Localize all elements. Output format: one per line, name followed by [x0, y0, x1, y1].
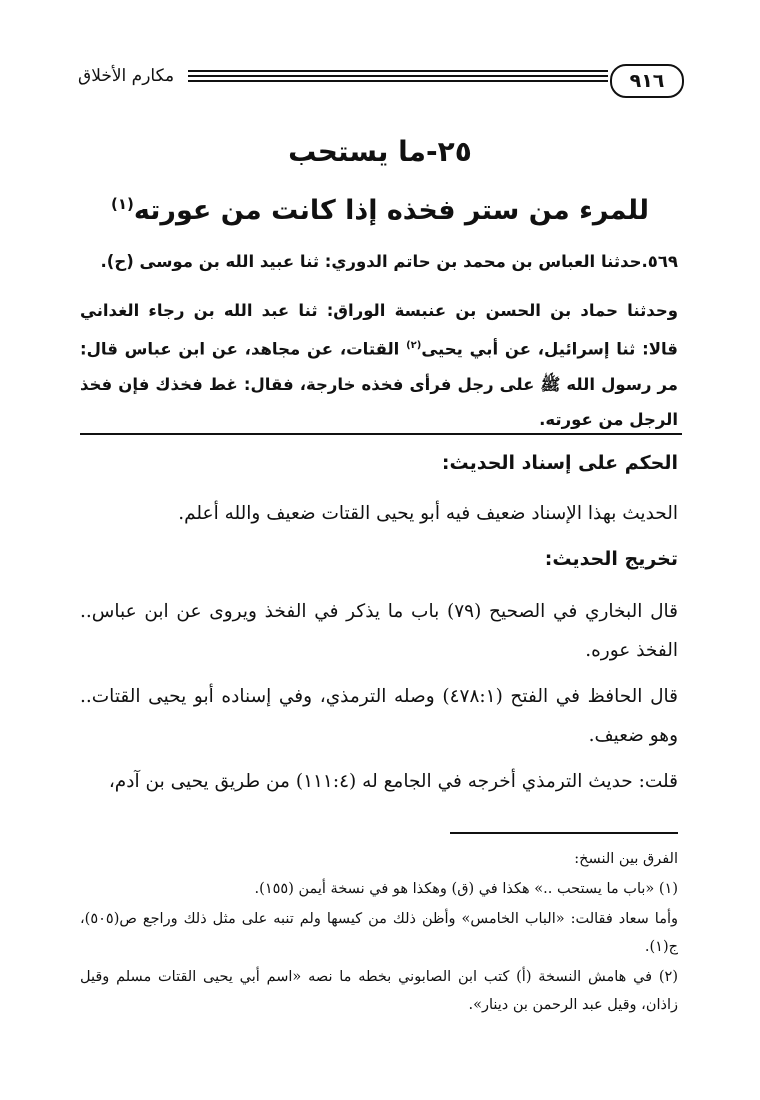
section-divider [80, 433, 682, 435]
header-rule [188, 70, 608, 88]
isnad-line: ٥٦٩.حدثنا العباس بن محمد بن حاتم الدوري: ثنا عبيد الله بن موسى (ح). [100, 252, 678, 271]
chapter-heading [80, 132, 680, 231]
takhrij-heading: تخريج الحديث: [544, 548, 678, 570]
hadith-block [80, 244, 678, 437]
ruling-text: الحديث بهذا الإسناد ضعيف فيه أبو يحيى القتات ضعيف والله أعلم. [178, 503, 678, 524]
takhrij-paragraph: قلت: حديث الترمذي أخرجه في الجامع له (١١١:٤) من طريق يحيى بن آدم، [108, 771, 678, 792]
page-header [78, 62, 678, 102]
chapter-title: ٢٥-ما يستحب [288, 135, 472, 168]
takhrij-paragraph: قال الحافظ في الفتح (٤٧٨:١) وصله الترمذي، وفي إسناده أبو يحيى القتات.. وهو ضعيف. [80, 686, 678, 746]
footnote: (١) «باب ما يستحب ..» هكذا في (ق) وهكذا هو في نسخة أيمن (١٥٥). [254, 881, 678, 897]
footnote: (٢) في هامش النسخة (أ) كتب ابن الصابوني بخطه ما نصه «اسم أبي يحيى القتات مسلم وقيل زاذان، وقيل عبد الرحمن بن دينار». [80, 969, 678, 1013]
footnote-rule [450, 832, 678, 834]
hadith-text: وحدثنا حماد بن الحسن بن عنبسة الوراق: ثنا عبد الله بن رجاء الغداني قالا: ثنا إسرائيل، عن أبي يحيى$^{(٢)}$ القتات، عن مجاهد، عن ابن عباس قال: مر رسول الله ﷺ على رجل فرأى فخذه خارجة، فقال: غط فخذك فإن فخذ الرجل من عورته. [80, 301, 678, 429]
book-title: مكارم الأخلاق [78, 66, 175, 86]
footnote-marker: (٢) [406, 340, 422, 351]
footnote-marker: (١) [111, 195, 134, 213]
footnotes [80, 845, 678, 1019]
takhrij-paragraph: قال البخاري في الصحيح (٧٩) باب ما يذكر في الفخذ ويروى عن ابن عباس.. الفخذ عوره. [80, 601, 679, 661]
chapter-subtitle: للمرء من ستر فخذه إذا كانت من عورته$^{(١)}$ [111, 195, 649, 226]
footnote: وأما سعاد فقالت: «الباب الخامس» وأظن ذلك من كيسها ولم تنبه على مثل ذلك وراجع ص(٥٠٥)، ج(١). [80, 911, 678, 955]
footnote-heading: الفرق بين النسخ: [574, 851, 678, 867]
ruling-heading: الحكم على إسناد الحديث: [441, 452, 678, 474]
page-number: ٩١٦ [610, 64, 684, 98]
